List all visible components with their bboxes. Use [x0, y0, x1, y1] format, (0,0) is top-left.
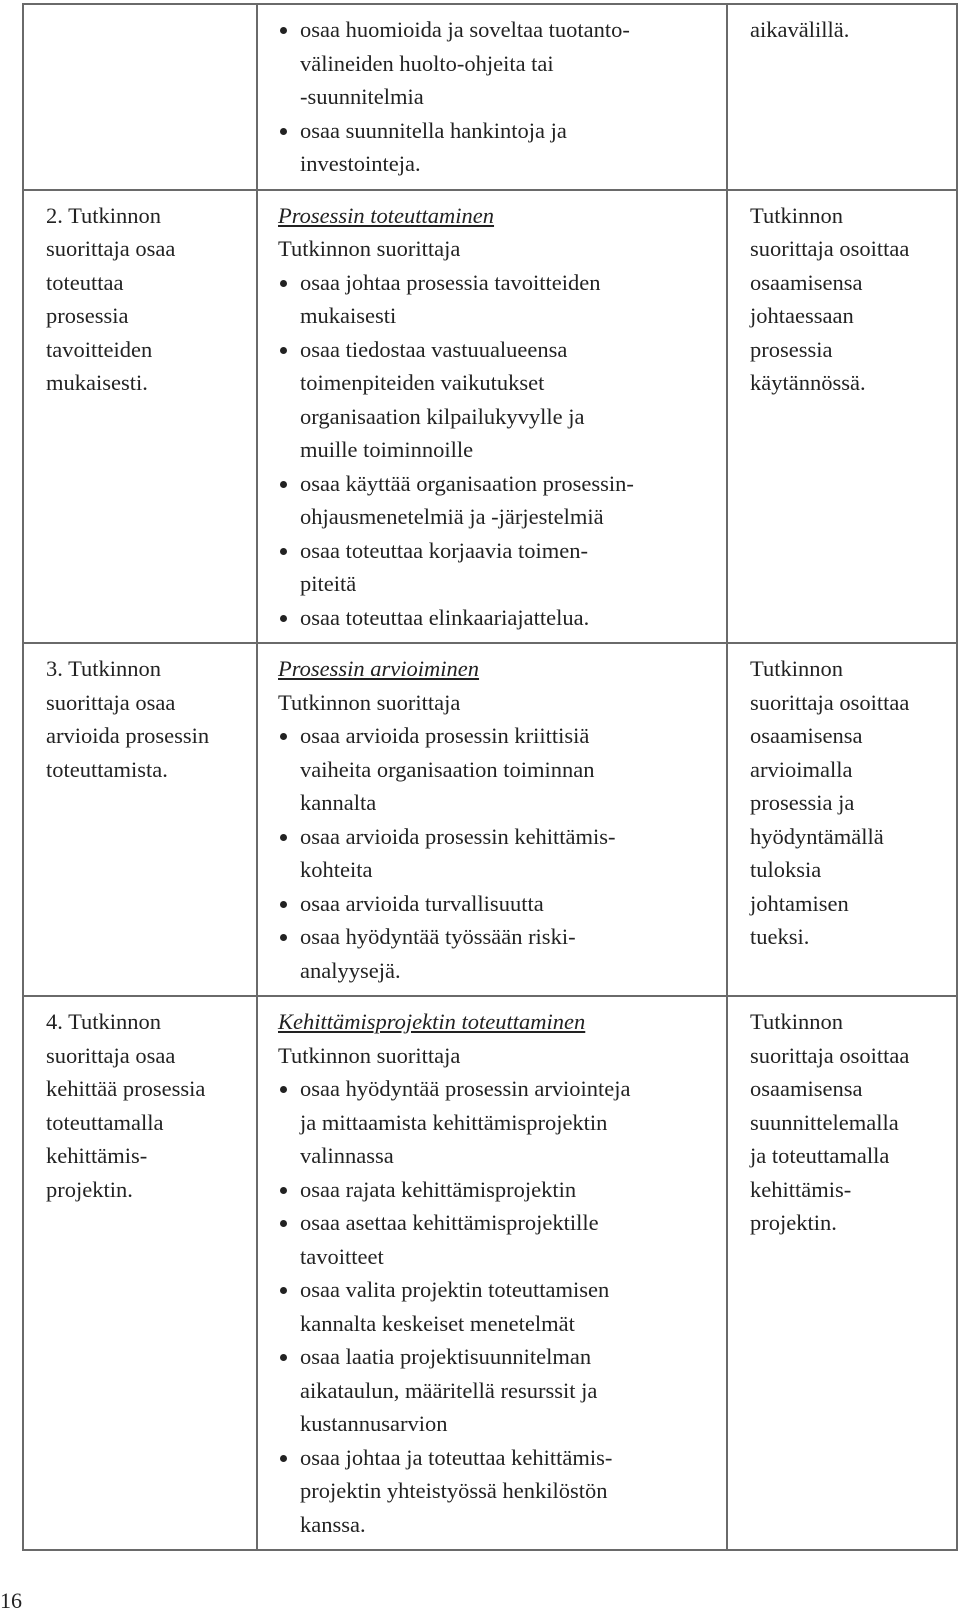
objective-cell — [23, 996, 257, 1550]
text-line: osaa hyödyntää prosessin arviointeja — [300, 1076, 631, 1101]
text-line: toteuttamista. — [46, 756, 168, 782]
objective-cell — [23, 190, 257, 644]
text-line: piteitä — [300, 571, 357, 596]
text-line: osaa johtaa prosessia tavoitteiden — [300, 269, 601, 295]
text-line: osaa johtaa ja toteuttaa kehittämis- — [300, 1444, 613, 1470]
text-line: organisaation kilpailukyvylle ja — [300, 403, 585, 429]
criteria-list — [278, 266, 718, 635]
text-line: 2. Tutkinnon — [46, 202, 162, 228]
criteria-item — [278, 601, 718, 635]
text-line: suorittaja osaa — [46, 236, 176, 261]
section-intro: Tutkinnon suorittaja — [278, 689, 461, 715]
text-line: kehittämis- — [46, 1143, 148, 1168]
criteria-table — [22, 3, 958, 1551]
text-line: osaa huomioida ja soveltaa tuotanto- — [300, 17, 630, 42]
text-line: osaamisensa — [750, 1076, 863, 1101]
text-line: ja mittaamista kehittämisprojektin — [300, 1109, 608, 1135]
text-line: tuloksia — [750, 857, 822, 882]
text-line: projektin. — [46, 1176, 133, 1202]
page-number: 16 — [0, 1588, 22, 1613]
criteria-item — [278, 1072, 718, 1173]
text-line: arvioimalla — [750, 756, 853, 782]
text-line: tavoitteet — [300, 1243, 384, 1269]
text-line: kanssa. — [300, 1511, 366, 1537]
text-line: projektin. — [750, 1210, 837, 1235]
text-line: kustannusarvion — [300, 1411, 448, 1436]
text-line: osaa toteuttaa elinkaariajattelua. — [300, 604, 590, 630]
text-line: osaa suunnitella hankintoja ja — [300, 117, 567, 143]
assessment-cell — [727, 643, 957, 996]
text-line: mukaisesti. — [46, 370, 148, 395]
criteria-item — [278, 920, 718, 987]
section-intro: Tutkinnon suorittaja — [278, 236, 461, 261]
text-line: -suunnitelmia — [300, 84, 424, 109]
criteria-item — [278, 719, 718, 820]
text-line: osaa laatia projektisuunnitelman — [300, 1344, 592, 1369]
assessment-cell — [727, 4, 957, 190]
criteria-table-body — [23, 4, 957, 1550]
text-line: välineiden huolto-ohjeita tai — [300, 50, 554, 76]
text-line: prosessia — [46, 303, 129, 328]
text-line: analyysejä. — [300, 957, 401, 983]
criteria-item — [278, 534, 718, 601]
text-line: osaa valita projektin toteuttamisen — [300, 1277, 610, 1302]
text-line: osaa arvioida prosessin kriittisiä — [300, 723, 590, 748]
text-line: osaa toteuttaa korjaavia toimen- — [300, 537, 589, 563]
text-line: suunnittelemalla — [750, 1109, 899, 1135]
text-line: kannalta keskeiset menetelmät — [300, 1310, 575, 1336]
text-line: investointeja. — [300, 151, 421, 176]
objective-cell — [23, 643, 257, 996]
text-line: muille toiminnoille — [300, 437, 474, 462]
text-line: Tutkinnon — [750, 656, 843, 681]
text-line: toteuttaa — [46, 269, 124, 295]
assessment-cell — [727, 996, 957, 1550]
table-row — [23, 643, 957, 996]
criteria-item — [278, 1441, 718, 1542]
criteria-item — [278, 1340, 718, 1441]
assessment-cell — [727, 190, 957, 644]
text-line: Tutkinnon — [750, 202, 843, 228]
section-intro: Tutkinnon suorittaja — [278, 1042, 461, 1068]
table-row — [23, 4, 957, 190]
text-line: prosessia — [750, 336, 833, 362]
text-line: kehittämis- — [750, 1176, 852, 1202]
text-line: tueksi. — [750, 924, 810, 949]
text-line: kehittää prosessia — [46, 1076, 206, 1101]
text-line: osaa hyödyntää työssään riski- — [300, 924, 576, 949]
text-line: hyödyntämällä — [750, 823, 884, 849]
criteria-item — [278, 13, 718, 114]
text-line: kohteita — [300, 857, 373, 882]
text-line: suorittaja osaa — [46, 689, 176, 715]
text-line: toteuttamalla — [46, 1109, 164, 1135]
text-line: suorittaja osoittaa — [750, 689, 910, 715]
criteria-item — [278, 266, 718, 333]
section-heading: Prosessin arvioiminen — [278, 656, 480, 681]
text-line: vaiheita organisaation toiminnan — [300, 756, 595, 782]
text-line: toimenpiteiden vaikutukset — [300, 370, 545, 395]
criteria-item — [278, 1206, 718, 1273]
text-line: arvioida prosessin — [46, 723, 210, 748]
text-line: ja toteuttamalla — [750, 1143, 890, 1168]
text-line: johtaessaan — [750, 303, 854, 328]
criteria-cell — [257, 4, 727, 190]
text-line: kannalta — [300, 790, 377, 815]
text-line: johtamisen — [750, 890, 849, 916]
criteria-list — [278, 1072, 718, 1541]
criteria-list — [278, 719, 718, 987]
text-line: Tutkinnon — [750, 1009, 843, 1034]
criteria-item — [278, 1273, 718, 1340]
text-line: osaamisensa — [750, 723, 863, 748]
criteria-list — [278, 13, 718, 181]
table-row — [23, 996, 957, 1550]
text-line: osaa rajata kehittämisprojektin — [300, 1176, 577, 1202]
section-heading: Kehittämisprojektin toteuttaminen — [278, 1009, 586, 1034]
text-line: mukaisesti — [300, 303, 397, 328]
text-line: aikataulun, määritellä resurssit ja — [300, 1377, 598, 1403]
text-line: osaa arvioida turvallisuutta — [300, 890, 544, 916]
text-line: osaa asettaa kehittämisprojektille — [300, 1210, 599, 1235]
text-line: osaa käyttää organisaation prosessin- — [300, 470, 634, 496]
criteria-item — [278, 467, 718, 534]
text-line: suorittaja osoittaa — [750, 236, 910, 261]
criteria-item — [278, 333, 718, 467]
criteria-item — [278, 114, 718, 181]
criteria-cell — [257, 996, 727, 1550]
text-line: osaa arvioida prosessin kehittämis- — [300, 823, 616, 849]
text-line: 3. Tutkinnon — [46, 656, 162, 681]
criteria-item — [278, 887, 718, 921]
text-line: osaa tiedostaa vastuualueensa — [300, 336, 568, 362]
criteria-item — [278, 1173, 718, 1207]
text-line: käytännössä. — [750, 370, 866, 395]
criteria-item — [278, 820, 718, 887]
text-line: ohjausmenetelmiä ja -järjestelmiä — [300, 504, 604, 529]
criteria-cell — [257, 190, 727, 644]
text-line: projektin yhteistyössä henkilöstön — [300, 1478, 608, 1503]
text-line: aikavälillä. — [750, 17, 850, 42]
text-line: prosessia ja — [750, 790, 855, 815]
objective-cell — [23, 4, 257, 190]
section-heading: Prosessin toteuttaminen — [278, 202, 495, 228]
criteria-cell — [257, 643, 727, 996]
text-line: tavoitteiden — [46, 336, 153, 362]
text-line: osaamisensa — [750, 269, 863, 295]
text-line: suorittaja osoittaa — [750, 1042, 910, 1068]
text-line: valinnassa — [300, 1143, 394, 1168]
text-line: 4. Tutkinnon — [46, 1009, 162, 1034]
text-line: suorittaja osaa — [46, 1042, 176, 1068]
table-row — [23, 190, 957, 644]
